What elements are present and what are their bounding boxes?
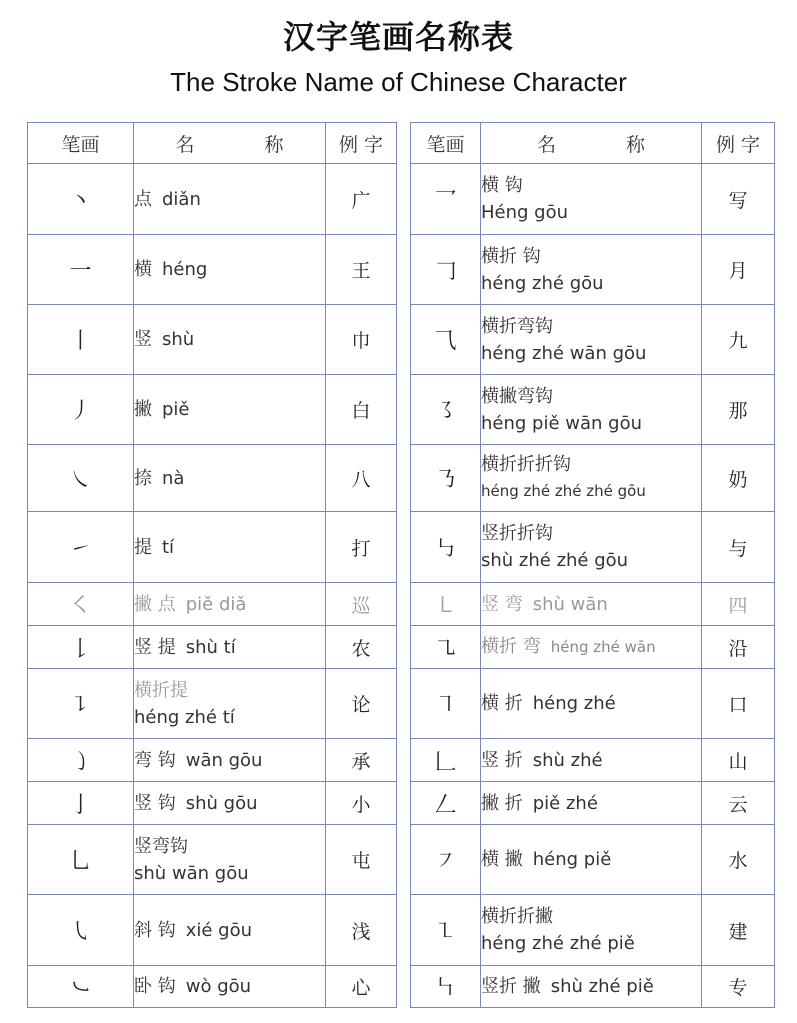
stroke-glyph: ㇄ xyxy=(411,583,481,626)
example-char: 论 xyxy=(326,669,397,739)
header-name-b: 称 xyxy=(626,133,646,156)
table-header-row xyxy=(411,123,775,164)
stroke-glyph: ㇏ xyxy=(28,445,134,512)
table-row xyxy=(411,782,775,825)
stroke-name xyxy=(134,739,326,782)
table-row xyxy=(411,375,775,445)
stroke-glyph: ㇌ xyxy=(411,375,481,445)
stroke-name xyxy=(481,445,702,512)
name-pinyin: shù wān gōu xyxy=(134,862,249,884)
table-row xyxy=(411,669,775,739)
stroke-glyph: 𠃊 xyxy=(411,739,481,782)
name-zh: 提 xyxy=(134,536,152,558)
table-row xyxy=(411,305,775,375)
name-zh: 竖 提 xyxy=(134,636,176,658)
name-zh: 捺 xyxy=(134,467,152,489)
name-zh: 竖 xyxy=(134,329,152,350)
stroke-name xyxy=(134,375,326,445)
name-pinyin: shù gōu xyxy=(185,792,258,814)
stroke-glyph: 丿 xyxy=(28,375,134,445)
stroke-name xyxy=(134,512,326,583)
example-char: 云 xyxy=(702,782,775,825)
stroke-name xyxy=(481,825,702,895)
name-zh: 横折提 xyxy=(134,679,188,701)
name-pinyin: shù xyxy=(162,329,195,350)
stroke-glyph: ㇅ xyxy=(411,895,481,966)
example-char: 写 xyxy=(702,164,775,235)
name-pinyin: héng zhé zhé piě xyxy=(481,933,635,954)
name-pinyin: piě zhé xyxy=(532,792,598,814)
name-zh: 横折弯钩 xyxy=(481,315,553,337)
name-zh: 横 撇 xyxy=(481,849,523,870)
table-row xyxy=(411,895,775,966)
name-zh: 撇 折 xyxy=(481,792,523,814)
table-row xyxy=(28,966,397,1008)
header-name-b: 称 xyxy=(264,133,284,156)
stroke-glyph: ㇕ xyxy=(411,669,481,739)
name-pinyin: shù zhé xyxy=(532,749,603,771)
stroke-name xyxy=(134,966,326,1008)
name-zh: 横撇弯钩 xyxy=(481,385,553,407)
name-pinyin: wān gōu xyxy=(185,749,263,771)
stroke-name xyxy=(134,895,326,966)
stroke-name xyxy=(481,583,702,626)
name-pinyin: héng zhé wān gōu xyxy=(481,342,647,364)
example-char: 巡 xyxy=(326,583,397,626)
name-zh: 竖 钩 xyxy=(134,792,176,814)
table-row xyxy=(411,825,775,895)
stroke-name xyxy=(481,375,702,445)
name-pinyin: shù zhé piě xyxy=(550,976,654,997)
stroke-name xyxy=(134,782,326,825)
stroke-table-right xyxy=(410,122,775,1008)
example-char: 那 xyxy=(702,375,775,445)
example-char: 口 xyxy=(702,669,775,739)
table-row xyxy=(28,164,397,235)
table-row xyxy=(28,669,397,739)
stroke-name xyxy=(134,626,326,669)
example-char: 承 xyxy=(326,739,397,782)
stroke-glyph: ㇡ xyxy=(411,445,481,512)
table-row xyxy=(411,583,775,626)
example-char: 农 xyxy=(326,626,397,669)
stroke-name xyxy=(134,825,326,895)
stroke-glyph: 𠃌 xyxy=(411,235,481,305)
name-zh: 竖 折 xyxy=(481,749,523,771)
stroke-name xyxy=(481,235,702,305)
name-pinyin: shù tí xyxy=(185,636,236,658)
header-stroke: 笔画 xyxy=(28,123,134,164)
header-name xyxy=(134,123,326,164)
stroke-name xyxy=(481,512,702,583)
table-row xyxy=(411,739,775,782)
table-row xyxy=(28,305,397,375)
name-pinyin: xié gōu xyxy=(185,919,253,941)
stroke-glyph: ㇂ xyxy=(28,895,134,966)
stroke-name xyxy=(481,164,702,235)
stroke-name xyxy=(134,235,326,305)
name-pinyin: héng zhé zhé zhé gōu xyxy=(481,482,646,500)
example-char: 王 xyxy=(326,235,397,305)
stroke-glyph: ㇀ xyxy=(28,512,134,583)
example-char: 打 xyxy=(326,512,397,583)
name-pinyin: piě diǎ xyxy=(185,593,247,615)
stroke-name xyxy=(481,739,702,782)
example-char: 八 xyxy=(326,445,397,512)
stroke-name xyxy=(481,895,702,966)
table-row xyxy=(411,512,775,583)
name-pinyin: tí xyxy=(162,536,175,558)
name-zh: 横折 钩 xyxy=(481,245,541,267)
stroke-glyph: ㇁ xyxy=(28,739,134,782)
table-row xyxy=(28,626,397,669)
page-subtitle: The Stroke Name of Chinese Character xyxy=(170,67,627,97)
name-pinyin: shù wān xyxy=(532,593,608,615)
example-char: 小 xyxy=(326,782,397,825)
name-zh: 横折折撇 xyxy=(481,906,553,927)
stroke-name xyxy=(481,782,702,825)
header-example: 例 字 xyxy=(702,123,775,164)
table-row xyxy=(28,739,397,782)
table-row xyxy=(28,825,397,895)
name-pinyin: nà xyxy=(162,467,185,489)
table-row xyxy=(28,375,397,445)
example-char: 九 xyxy=(702,305,775,375)
stroke-glyph: 丨 xyxy=(28,305,134,375)
table-row xyxy=(411,626,775,669)
name-zh: 点 xyxy=(134,188,152,210)
header-name-a: 名 xyxy=(536,133,556,156)
name-zh: 卧 钩 xyxy=(134,976,176,997)
name-zh: 横 折 xyxy=(481,693,523,714)
example-char: 山 xyxy=(702,739,775,782)
header-name xyxy=(481,123,702,164)
name-pinyin: héng zhé xyxy=(532,693,616,714)
name-zh: 撇 xyxy=(134,399,152,420)
example-char: 专 xyxy=(702,966,775,1008)
name-pinyin: héng zhé tí xyxy=(134,706,235,728)
header-stroke: 笔画 xyxy=(411,123,481,164)
stroke-glyph: ㇈ xyxy=(411,626,481,669)
stroke-name xyxy=(481,669,702,739)
stroke-name xyxy=(481,966,702,1008)
example-char: 巾 xyxy=(326,305,397,375)
name-pinyin: héng xyxy=(162,259,208,280)
stroke-glyph: 乚 xyxy=(28,825,134,895)
stroke-glyph: ㇃ xyxy=(28,966,134,1008)
name-zh: 横 xyxy=(134,259,152,280)
table-row xyxy=(411,235,775,305)
stroke-name xyxy=(481,626,702,669)
table-row xyxy=(411,966,775,1008)
stroke-glyph: ⺄ xyxy=(411,305,481,375)
table-header-row xyxy=(28,123,397,164)
table-row xyxy=(28,583,397,626)
name-zh: 竖折 撇 xyxy=(481,976,541,997)
example-char: 四 xyxy=(702,583,775,626)
name-zh: 竖 弯 xyxy=(481,593,523,615)
stroke-glyph: ㇛ xyxy=(28,583,134,626)
name-zh: 斜 钩 xyxy=(134,919,176,941)
example-char: 奶 xyxy=(702,445,775,512)
stroke-glyph: 𠄌 xyxy=(28,626,134,669)
name-pinyin: piě xyxy=(162,399,190,420)
stroke-name xyxy=(134,583,326,626)
stroke-name xyxy=(481,305,702,375)
name-pinyin: héng zhé gōu xyxy=(481,272,604,294)
name-zh: 撇 点 xyxy=(134,593,176,615)
table-row xyxy=(411,445,775,512)
name-pinyin: shù zhé zhé gōu xyxy=(481,550,629,571)
header-example: 例 字 xyxy=(326,123,397,164)
stroke-glyph: ㇇ xyxy=(411,825,481,895)
stroke-name xyxy=(134,445,326,512)
stroke-glyph: ㇞ xyxy=(411,966,481,1008)
name-zh: 横 钩 xyxy=(481,175,523,196)
stroke-name xyxy=(134,164,326,235)
table-row xyxy=(28,895,397,966)
name-pinyin: diǎn xyxy=(162,188,201,210)
name-zh: 弯 钩 xyxy=(134,749,176,771)
name-zh: 竖折折钩 xyxy=(481,523,553,544)
example-char: 沿 xyxy=(702,626,775,669)
stroke-glyph: 丶 xyxy=(28,164,134,235)
stroke-glyph: 乛 xyxy=(411,164,481,235)
page-title: 汉字笔画名称表 xyxy=(282,18,514,56)
name-pinyin: héng zhé wān xyxy=(550,638,656,656)
table-row xyxy=(28,512,397,583)
example-char: 建 xyxy=(702,895,775,966)
stroke-name xyxy=(134,669,326,739)
example-char: 与 xyxy=(702,512,775,583)
header-name-a: 名 xyxy=(175,133,195,156)
example-char: 心 xyxy=(326,966,397,1008)
example-char: 水 xyxy=(702,825,775,895)
stroke-glyph: 亅 xyxy=(28,782,134,825)
name-pinyin: héng piě xyxy=(532,849,612,870)
name-zh: 竖弯钩 xyxy=(134,835,188,857)
table-row xyxy=(411,164,775,235)
example-char: 浅 xyxy=(326,895,397,966)
stroke-glyph: 一 xyxy=(28,235,134,305)
name-zh: 横折折折钩 xyxy=(481,454,571,475)
stroke-table-left xyxy=(27,122,397,1008)
table-row xyxy=(28,782,397,825)
stroke-name xyxy=(134,305,326,375)
example-char: 广 xyxy=(326,164,397,235)
example-char: 月 xyxy=(702,235,775,305)
stroke-glyph: 𠃋 xyxy=(411,782,481,825)
stroke-glyph: ㇊ xyxy=(28,669,134,739)
name-pinyin: Héng gōu xyxy=(481,202,569,223)
table-row xyxy=(28,235,397,305)
name-pinyin: héng piě wān gōu xyxy=(481,412,642,434)
name-zh: 横折 弯 xyxy=(481,636,541,657)
example-char: 屯 xyxy=(326,825,397,895)
example-char: 白 xyxy=(326,375,397,445)
table-row xyxy=(28,445,397,512)
stroke-glyph: ㇉ xyxy=(411,512,481,583)
name-pinyin: wò gōu xyxy=(185,976,252,997)
